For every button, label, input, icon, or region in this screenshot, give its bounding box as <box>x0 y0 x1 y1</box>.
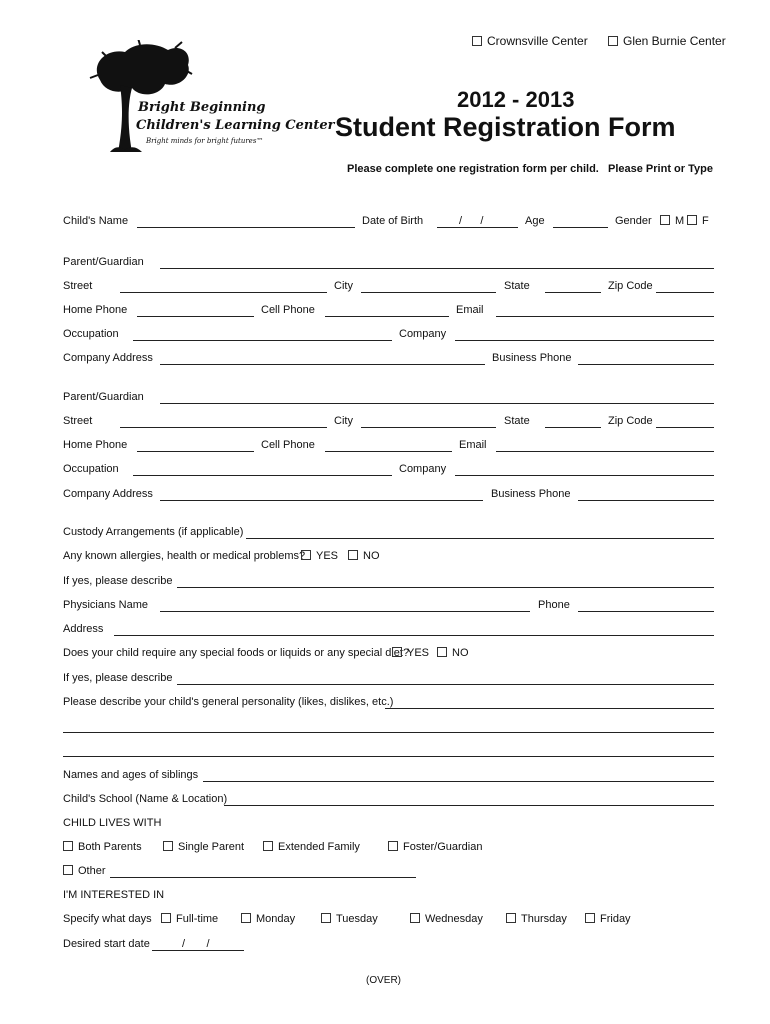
email-2-label: Email <box>459 439 487 451</box>
street-1-field[interactable] <box>120 292 327 293</box>
checkbox[interactable] <box>506 913 516 923</box>
diet-describe-label: If yes, please describe <box>63 672 173 684</box>
checkbox[interactable] <box>585 913 595 923</box>
logo-line2: Children's Learning Center <box>136 118 335 133</box>
age-field[interactable] <box>553 227 608 228</box>
other-field[interactable] <box>110 877 416 878</box>
logo-tagline: Bright minds for bright futures™ <box>146 137 264 145</box>
allergies-yes-option[interactable] <box>301 550 338 563</box>
single-parent-option[interactable] <box>163 841 244 854</box>
checkbox[interactable] <box>241 913 251 923</box>
option-label: F <box>702 215 709 227</box>
home-phone-1-field[interactable] <box>137 316 254 317</box>
cell-phone-1-label: Cell Phone <box>261 304 315 316</box>
allergies-no-option[interactable] <box>348 550 380 563</box>
page-title: Student Registration Form <box>335 112 676 142</box>
zip-1-field[interactable] <box>656 292 714 293</box>
full-time-option[interactable] <box>161 913 218 926</box>
siblings-field[interactable] <box>203 781 714 782</box>
logo-line1: Bright Beginning <box>138 100 266 115</box>
option-label: Other <box>78 865 106 877</box>
checkbox[interactable] <box>687 215 697 225</box>
occupation-1-label: Occupation <box>63 328 119 340</box>
option-label: M <box>675 215 685 227</box>
home-phone-2-label: Home Phone <box>63 439 128 451</box>
physician-label: Physicians Name <box>63 599 148 611</box>
special-diet-label: Does your child require any special foods or liquids or any special diet? <box>63 647 410 659</box>
home-phone-2-field[interactable] <box>137 451 254 452</box>
street-2-label: Street <box>63 415 93 427</box>
physician-address-label: Address <box>63 623 104 635</box>
option-label: Glen Burnie Center <box>623 34 726 48</box>
company-1-field[interactable] <box>455 340 714 341</box>
diet-yes-option[interactable] <box>392 647 429 660</box>
checkbox[interactable] <box>321 913 331 923</box>
occupation-1-field[interactable] <box>133 340 392 341</box>
company-1-label: Company <box>399 328 447 340</box>
start-date-label: Desired start date <box>63 938 150 950</box>
parent-guardian-2-field[interactable] <box>160 403 714 404</box>
checkbox[interactable] <box>660 215 670 225</box>
other-option[interactable] <box>63 865 106 878</box>
parent-guardian-1-field[interactable] <box>160 268 714 269</box>
home-phone-1-label: Home Phone <box>63 304 128 316</box>
allergies-describe-field[interactable] <box>177 587 714 588</box>
checkbox[interactable] <box>263 841 273 851</box>
occupation-2-label: Occupation <box>63 463 119 475</box>
option-label: YES <box>407 647 430 659</box>
childs-name-field[interactable] <box>137 227 355 228</box>
personality-field-2[interactable] <box>63 732 714 733</box>
foster-guardian-option[interactable] <box>388 841 482 854</box>
email-2-field[interactable] <box>496 451 714 452</box>
checkbox[interactable] <box>608 36 618 46</box>
cell-phone-2-field[interactable] <box>325 451 452 452</box>
checkbox[interactable] <box>301 550 311 560</box>
email-1-label: Email <box>456 304 484 316</box>
state-2-label: State <box>504 415 530 427</box>
dob-slashes: / / <box>459 215 484 227</box>
physician-phone-field[interactable] <box>578 611 714 612</box>
checkbox[interactable] <box>63 865 73 875</box>
school-field[interactable] <box>224 805 714 806</box>
street-2-field[interactable] <box>120 427 327 428</box>
company-address-2-field[interactable] <box>160 500 483 501</box>
option-label: Foster/Guardian <box>403 841 483 853</box>
cell-phone-2-label: Cell Phone <box>261 439 315 451</box>
form-year: 2012 - 2013 <box>457 87 575 112</box>
option-label: YES <box>316 550 339 562</box>
gender-m-option[interactable] <box>660 215 684 228</box>
friday-option[interactable] <box>585 913 631 926</box>
cell-phone-1-field[interactable] <box>325 316 449 317</box>
extended-family-option[interactable] <box>263 841 360 854</box>
option-label: Friday <box>600 913 631 925</box>
allergies-describe-label: If yes, please describe <box>63 575 173 587</box>
age-label: Age <box>525 215 545 227</box>
diet-no-option[interactable] <box>437 647 469 660</box>
dob-label: Date of Birth <box>362 215 424 227</box>
business-phone-2-label: Business Phone <box>491 488 571 500</box>
option-label: NO <box>452 647 469 659</box>
gender-f-option[interactable] <box>687 215 709 228</box>
both-parents-option[interactable] <box>63 841 142 854</box>
city-1-field[interactable] <box>361 292 496 293</box>
option-label: NO <box>363 550 380 562</box>
company-2-label: Company <box>399 463 447 475</box>
childs-name-label: Child's Name <box>63 215 129 227</box>
monday-option[interactable] <box>241 913 295 926</box>
interest-heading: I'M INTERESTED IN <box>63 889 165 901</box>
checkbox[interactable] <box>472 36 482 46</box>
checkbox[interactable] <box>163 841 173 851</box>
checkbox[interactable] <box>388 841 398 851</box>
option-label: Monday <box>256 913 296 925</box>
business-phone-1-field[interactable] <box>578 364 714 365</box>
zip-1-label: Zip Code <box>608 280 653 292</box>
physician-field[interactable] <box>160 611 530 612</box>
option-label: Wednesday <box>425 913 483 925</box>
personality-label: Please describe your child's general personality (likes, dislikes, etc.) <box>63 696 394 708</box>
personality-field-3[interactable] <box>63 756 714 757</box>
city-2-label: City <box>334 415 353 427</box>
personality-field-1[interactable] <box>385 708 714 709</box>
form-instructions: Please complete one registration form per child. Please Print or Type <box>347 163 713 175</box>
start-date-slashes: / / <box>182 938 210 950</box>
business-phone-1-label: Business Phone <box>492 352 572 364</box>
wednesday-option[interactable] <box>410 913 483 926</box>
allergies-label: Any known allergies, health or medical problems? <box>63 550 306 562</box>
specify-days-label: Specify what days <box>63 913 152 925</box>
siblings-label: Names and ages of siblings <box>63 769 199 781</box>
state-1-label: State <box>504 280 530 292</box>
diet-describe-field[interactable] <box>177 684 714 685</box>
city-1-label: City <box>334 280 353 292</box>
parent-guardian-1-label: Parent/Guardian <box>63 256 144 268</box>
physician-phone-label: Phone <box>538 599 570 611</box>
checkbox[interactable] <box>161 913 171 923</box>
option-label: Single Parent <box>178 841 245 853</box>
option-label: Crownsville Center <box>487 34 588 48</box>
school-label: Child's School (Name & Location) <box>63 793 228 805</box>
city-2-field[interactable] <box>361 427 496 428</box>
checkbox[interactable] <box>63 841 73 851</box>
zip-2-field[interactable] <box>656 427 714 428</box>
physician-address-field[interactable] <box>114 635 714 636</box>
checkbox[interactable] <box>392 647 402 657</box>
over-note: (OVER) <box>366 975 401 986</box>
street-1-label: Street <box>63 280 93 292</box>
zip-2-label: Zip Code <box>608 415 653 427</box>
gender-label: Gender <box>615 215 652 227</box>
thursday-option[interactable] <box>506 913 567 926</box>
business-phone-2-field[interactable] <box>578 500 714 501</box>
company-address-1-field[interactable] <box>160 364 485 365</box>
option-label: Tuesday <box>336 913 378 925</box>
option-label: Full-time <box>176 913 219 925</box>
custody-label: Custody Arrangements (if applicable) <box>63 526 244 538</box>
option-label: Thursday <box>521 913 567 925</box>
checkbox[interactable] <box>410 913 420 923</box>
state-2-field[interactable] <box>545 427 601 428</box>
occupation-2-field[interactable] <box>133 475 392 476</box>
company-2-field[interactable] <box>455 475 714 476</box>
option-label: Extended Family <box>278 841 360 853</box>
state-1-field[interactable] <box>545 292 601 293</box>
custody-field[interactable] <box>246 538 714 539</box>
company-address-1-label: Company Address <box>63 352 153 364</box>
checkbox[interactable] <box>348 550 358 560</box>
lives-with-heading: CHILD LIVES WITH <box>63 817 162 829</box>
company-address-2-label: Company Address <box>63 488 153 500</box>
tuesday-option[interactable] <box>321 913 378 926</box>
checkbox[interactable] <box>437 647 447 657</box>
email-1-field[interactable] <box>496 316 714 317</box>
option-label: Both Parents <box>78 841 142 853</box>
center-logo <box>80 40 335 165</box>
parent-guardian-2-label: Parent/Guardian <box>63 391 144 403</box>
glen-burnie-center-option[interactable] <box>608 35 726 48</box>
crownsville-center-option[interactable] <box>472 35 588 48</box>
